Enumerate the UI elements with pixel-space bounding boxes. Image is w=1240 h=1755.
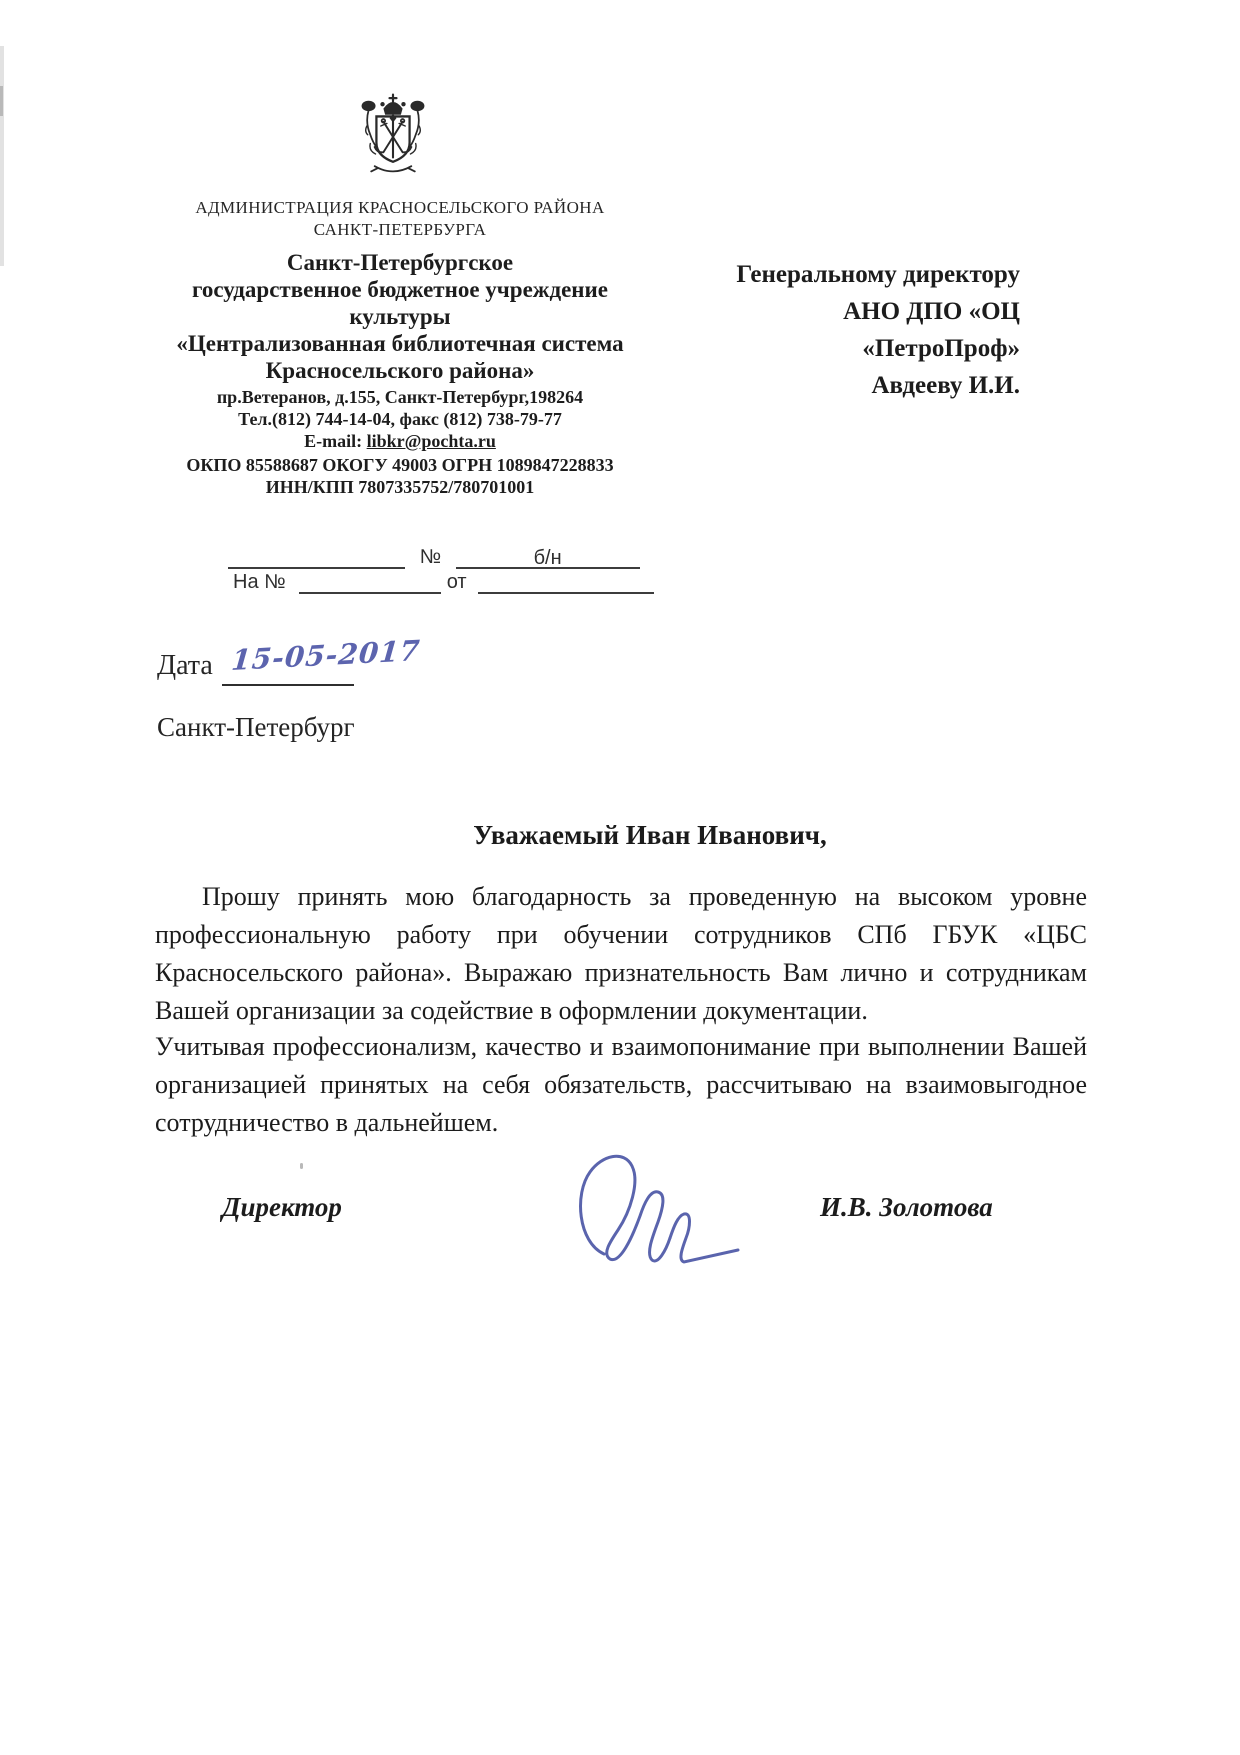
phone-fax: Тел.(812) 744-14-04, факс (812) 738-79-77 <box>238 409 562 429</box>
handwritten-date: 15-05-2017 <box>230 633 422 677</box>
salutation: Уважаемый Иван Иванович, <box>473 820 827 850</box>
addressee-organization: АНО ДПО «ОЦ «ПетроПроф» <box>843 298 1020 362</box>
body-paragraph-1: Прошу принять мою благодарность за проведенную на высоком уровне профессиональную работу при обучении сотрудников СПб ГБУК «ЦБС Красносельского района». Выражаю признательность Вам лично и сотрудникам Вашей организации за содействие в оформлении документации. <box>155 882 1087 1025</box>
reply-reference-line <box>233 571 654 594</box>
reply-label: На № <box>233 571 286 593</box>
authority-line-2: САНКТ-ПЕТЕРБУРГА <box>313 220 487 239</box>
body-paragraph-2: Учитывая профессионализм, качество и взаимопонимание при выполнении Вашей организацией принятых на себя обязательств, рассчитываю на взаимовыгодное сотрудничество в дальнейшем. <box>155 1032 1087 1137</box>
authority-header <box>138 197 662 241</box>
reply-date-blank <box>478 572 654 594</box>
addressee-block <box>690 256 1020 404</box>
addressee-position: Генеральному директору <box>736 261 1020 288</box>
date-underline <box>222 684 354 686</box>
org-name-line: «Централизованная библиотечная система <box>176 331 624 356</box>
registry-codes <box>138 454 662 498</box>
from-label: от <box>446 571 467 593</box>
authority-line-1: АДМИНИСТРАЦИЯ КРАСНОСЕЛЬСКОГО РАЙОНА <box>195 198 605 217</box>
org-name-line: Красносельского района» <box>265 358 535 383</box>
ink-speck-artifact <box>300 1163 303 1169</box>
email-line <box>138 430 662 452</box>
reply-number-blank <box>299 572 441 594</box>
outgoing-number-value: б/н <box>456 547 640 569</box>
handwritten-signature <box>566 1142 766 1282</box>
number-sign-label: № <box>419 546 442 568</box>
org-name-line: Санкт-Петербургское <box>286 250 514 275</box>
outgoing-number-line <box>228 546 640 569</box>
addressee-name: Авдееву И.И. <box>871 372 1020 399</box>
contact-block <box>138 386 662 452</box>
postal-address: пр.Ветеранов, д.155, Санкт-Петербург,198264 <box>216 387 584 407</box>
org-name-line: культуры <box>349 304 451 329</box>
coat-of-arms-icon <box>345 90 441 195</box>
org-name-line: государственное бюджетное учреждение <box>191 277 609 302</box>
codes-line-2: ИНН/КПП 7807335752/780701001 <box>265 477 535 497</box>
date-label: Дата <box>157 650 213 681</box>
organization-name <box>138 249 662 384</box>
scan-edge-artifact-dark <box>0 86 3 116</box>
email-address: libkr@pochta.ru <box>366 431 496 451</box>
scan-edge-artifact <box>0 46 4 266</box>
signer-name: И.В. Золотова <box>820 1192 993 1222</box>
email-label: E-mail: <box>304 431 367 451</box>
signer-title: Директор <box>222 1192 342 1222</box>
city-name: Санкт-Петербург <box>157 712 355 742</box>
codes-line-1: ОКПО 85588687 ОКОГУ 49003 ОГРН 1089847228833 <box>186 455 614 475</box>
outgoing-number-blank <box>228 547 405 569</box>
